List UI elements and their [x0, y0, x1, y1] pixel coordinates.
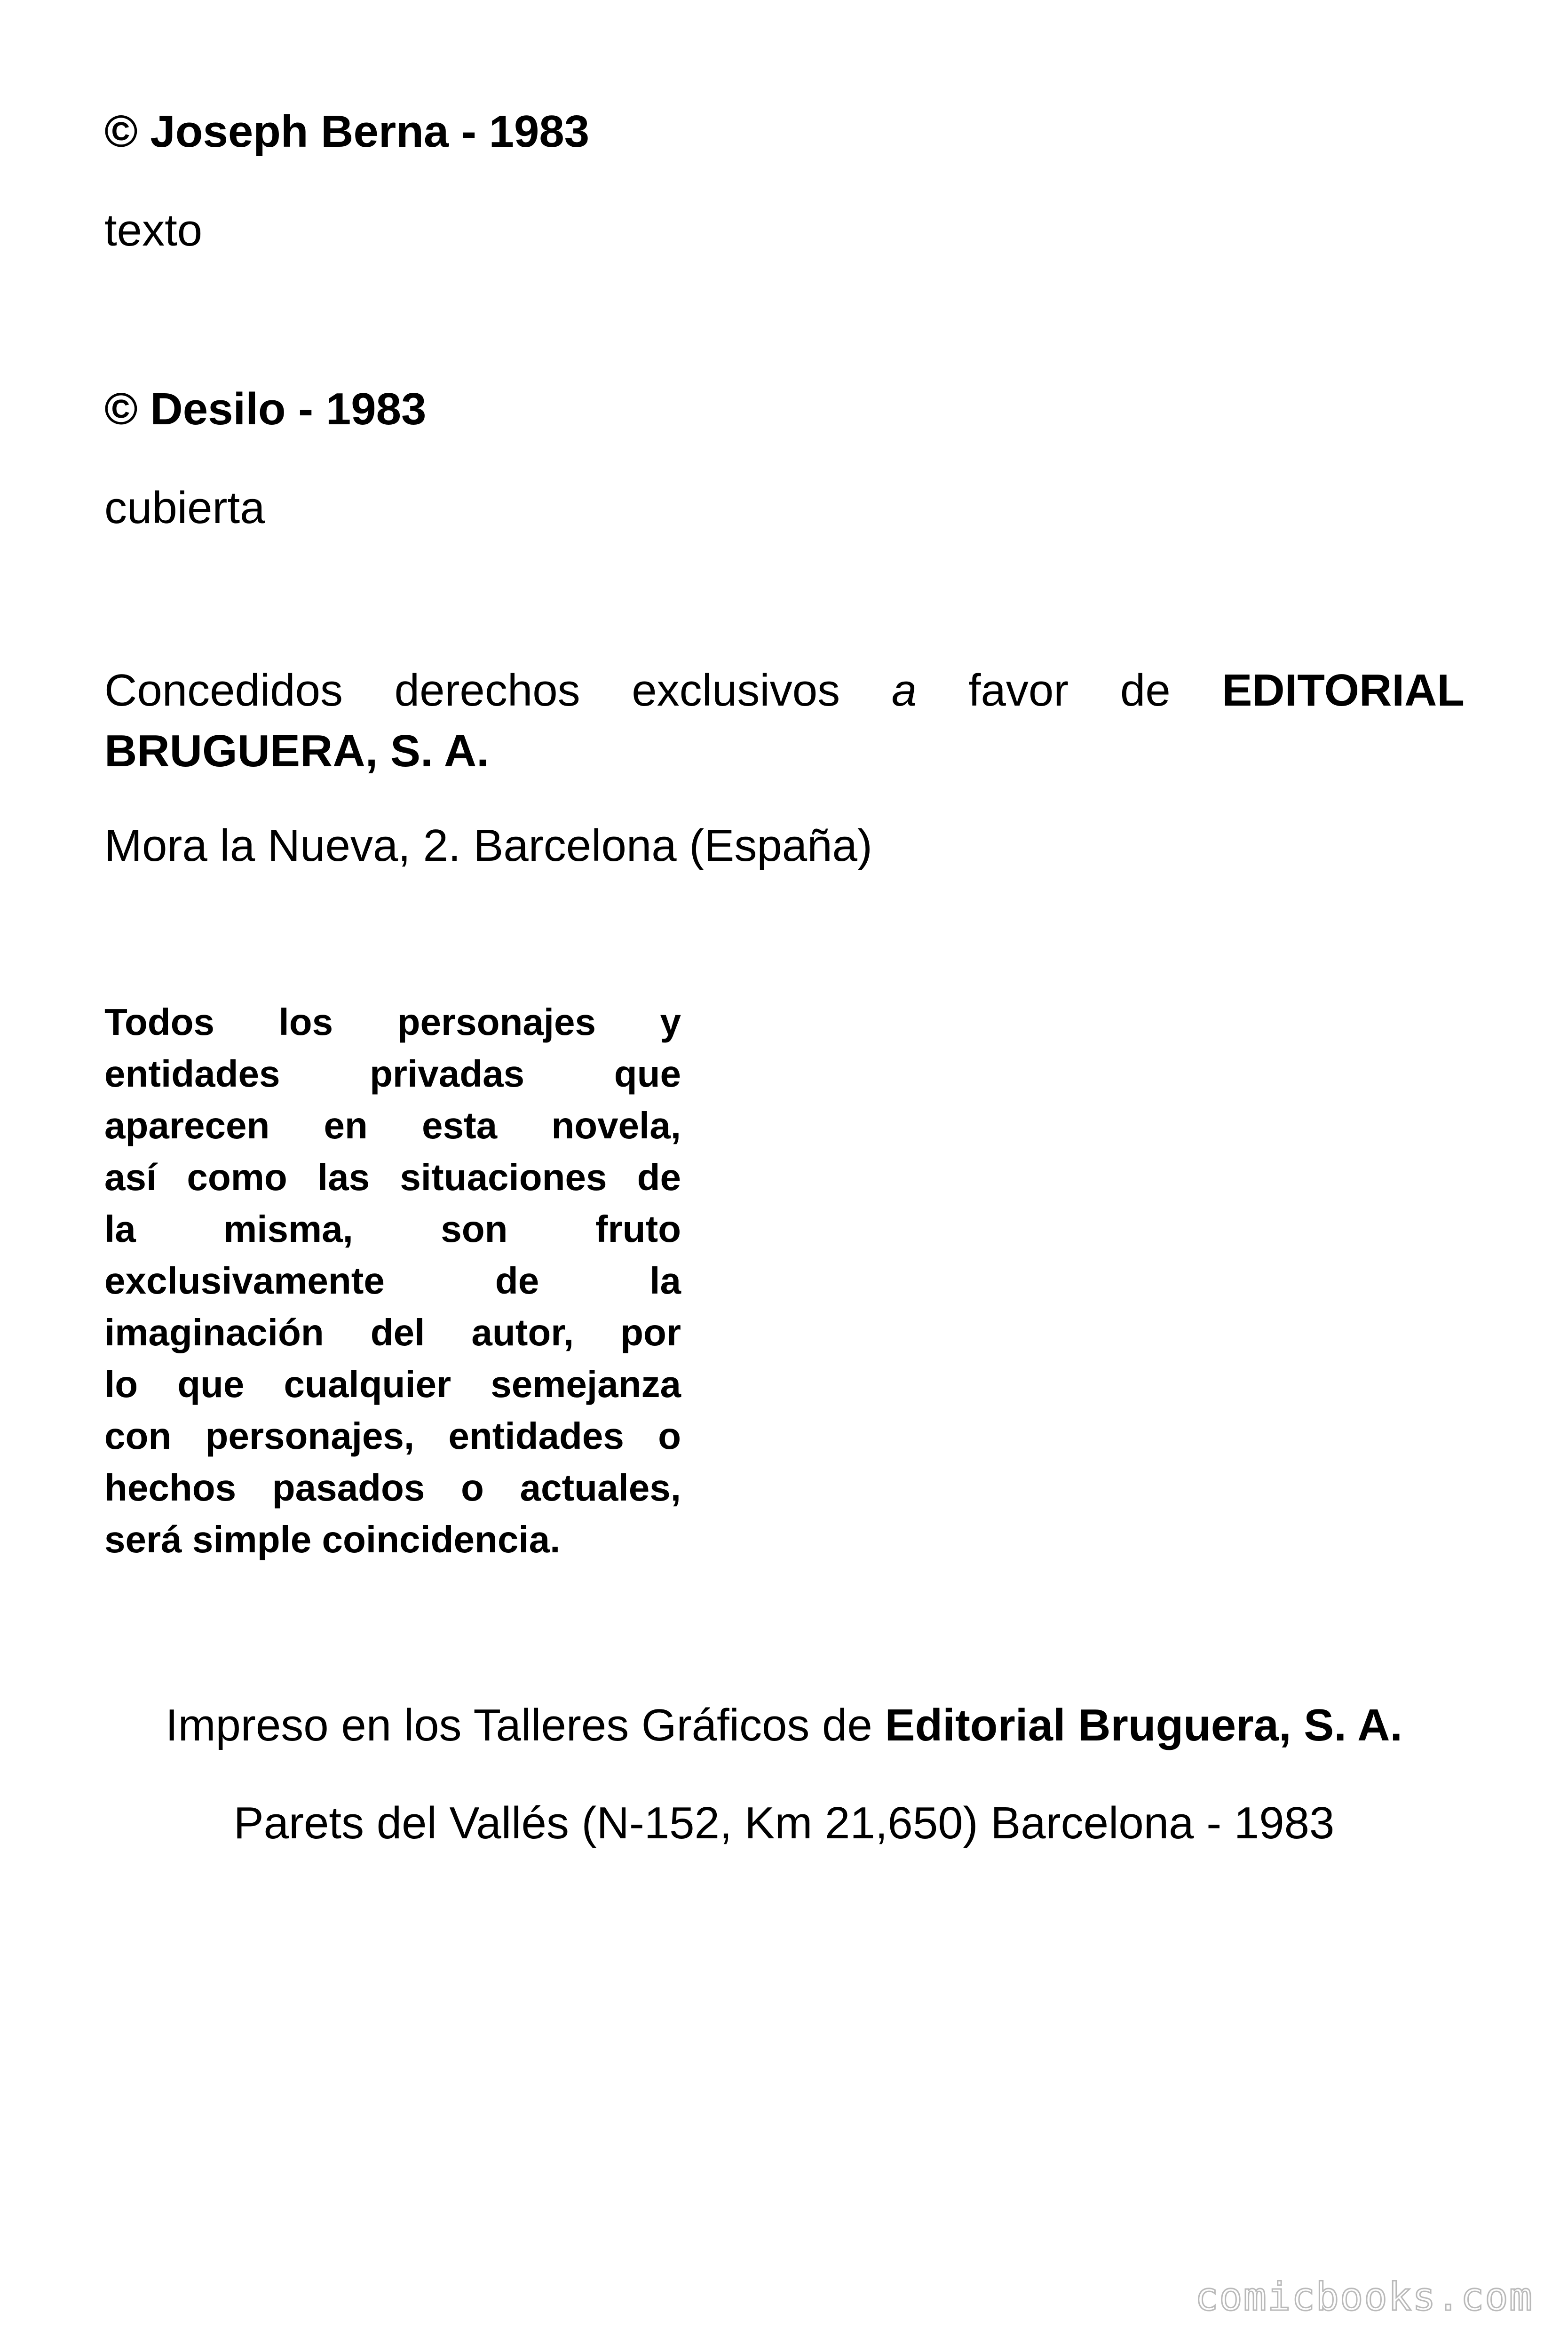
disclaimer-word: que — [177, 1363, 245, 1405]
disclaimer-word: hechos — [104, 1467, 237, 1509]
rights-word: derechos — [394, 665, 580, 715]
rights-statement — [104, 660, 1465, 781]
disclaimer-word: de — [637, 1156, 681, 1198]
disclaimer-word: fruto — [595, 1208, 681, 1250]
disclaimer-word: entidades — [104, 1053, 280, 1095]
printing-prefix: Impreso en los Talleres Gráficos de — [165, 1700, 885, 1750]
disclaimer-word: por — [620, 1311, 681, 1353]
disclaimer-line — [104, 1359, 681, 1410]
disclaimer-word: como — [187, 1156, 287, 1198]
disclaimer-word: las — [317, 1156, 370, 1198]
disclaimer-line — [104, 1048, 681, 1100]
disclaimer-word: situaciones — [400, 1156, 607, 1198]
publisher-address: Mora la Nueva, 2. Barcelona (España) — [104, 820, 872, 871]
disclaimer-word: entidades — [448, 1415, 624, 1457]
disclaimer-word: cualquier — [284, 1363, 451, 1405]
disclaimer-word: personajes, — [205, 1415, 415, 1457]
disclaimer-word: de — [495, 1260, 539, 1302]
disclaimer-line — [104, 1100, 681, 1152]
rights-line-1 — [104, 660, 1465, 721]
disclaimer-word: personajes — [397, 1001, 596, 1043]
disclaimer-word: la — [649, 1260, 681, 1302]
rights-word: favor — [968, 665, 1069, 715]
disclaimer-word: del — [370, 1311, 425, 1353]
printing-statement — [0, 1700, 1568, 1750]
credit-cover-role: cubierta — [104, 483, 265, 533]
site-watermark: comicbooks.com — [1195, 2275, 1533, 2320]
rights-word: exclusivos — [632, 665, 840, 715]
disclaimer-line — [104, 1462, 681, 1514]
printer-name: Editorial Bruguera, S. A. — [885, 1700, 1403, 1750]
printing-location: Parets del Vallés (N-152, Km 21,650) Barcelona - 1983 — [233, 1798, 1335, 1848]
disclaimer-word: son — [441, 1208, 508, 1250]
rights-word: de — [1120, 665, 1171, 715]
disclaimer-word: esta — [422, 1104, 498, 1146]
disclaimer-line — [104, 1410, 681, 1462]
disclaimer-word: que — [614, 1053, 681, 1095]
disclaimer-word: misma, — [223, 1208, 353, 1250]
rights-word-italic: a — [891, 665, 917, 715]
disclaimer-word: novela, — [551, 1104, 681, 1146]
disclaimer-word: la — [104, 1208, 136, 1250]
disclaimer-word: así — [104, 1156, 157, 1198]
disclaimer-line — [104, 1203, 681, 1255]
disclaimer-word: será simple coincidencia. — [104, 1518, 561, 1560]
disclaimer-line — [104, 1307, 681, 1359]
disclaimer-word: exclusivamente — [104, 1260, 385, 1302]
publisher-name-part: EDITORIAL — [1222, 665, 1465, 715]
disclaimer-word: autor, — [471, 1311, 574, 1353]
disclaimer-word: y — [660, 1001, 681, 1043]
disclaimer-word: con — [104, 1415, 172, 1457]
disclaimer-word: lo — [104, 1363, 138, 1405]
disclaimer-word: o — [658, 1415, 681, 1457]
disclaimer-line — [104, 1255, 681, 1307]
disclaimer-word: aparecen — [104, 1104, 270, 1146]
publisher-name-part: BRUGUERA, S. A. — [104, 726, 489, 776]
disclaimer-line — [104, 996, 681, 1048]
rights-line-2 — [104, 721, 1465, 781]
disclaimer-word: imaginación — [104, 1311, 324, 1353]
disclaimer-word: privadas — [370, 1053, 525, 1095]
fiction-disclaimer — [104, 996, 681, 1565]
disclaimer-word: pasados — [272, 1467, 425, 1509]
rights-word: Concedidos — [104, 665, 343, 715]
disclaimer-line — [104, 1152, 681, 1203]
disclaimer-word: en — [324, 1104, 368, 1146]
disclaimer-word: actuales, — [520, 1467, 681, 1509]
disclaimer-word: Todos — [104, 1001, 215, 1043]
disclaimer-word: semejanza — [491, 1363, 681, 1405]
credit-text-author: © Joseph Berna - 1983 — [104, 106, 590, 157]
disclaimer-line — [104, 1514, 681, 1565]
disclaimer-word: los — [278, 1001, 333, 1043]
disclaimer-word: o — [461, 1467, 484, 1509]
credit-text-role: texto — [104, 205, 203, 255]
credit-cover-author: © Desilo - 1983 — [104, 384, 427, 434]
